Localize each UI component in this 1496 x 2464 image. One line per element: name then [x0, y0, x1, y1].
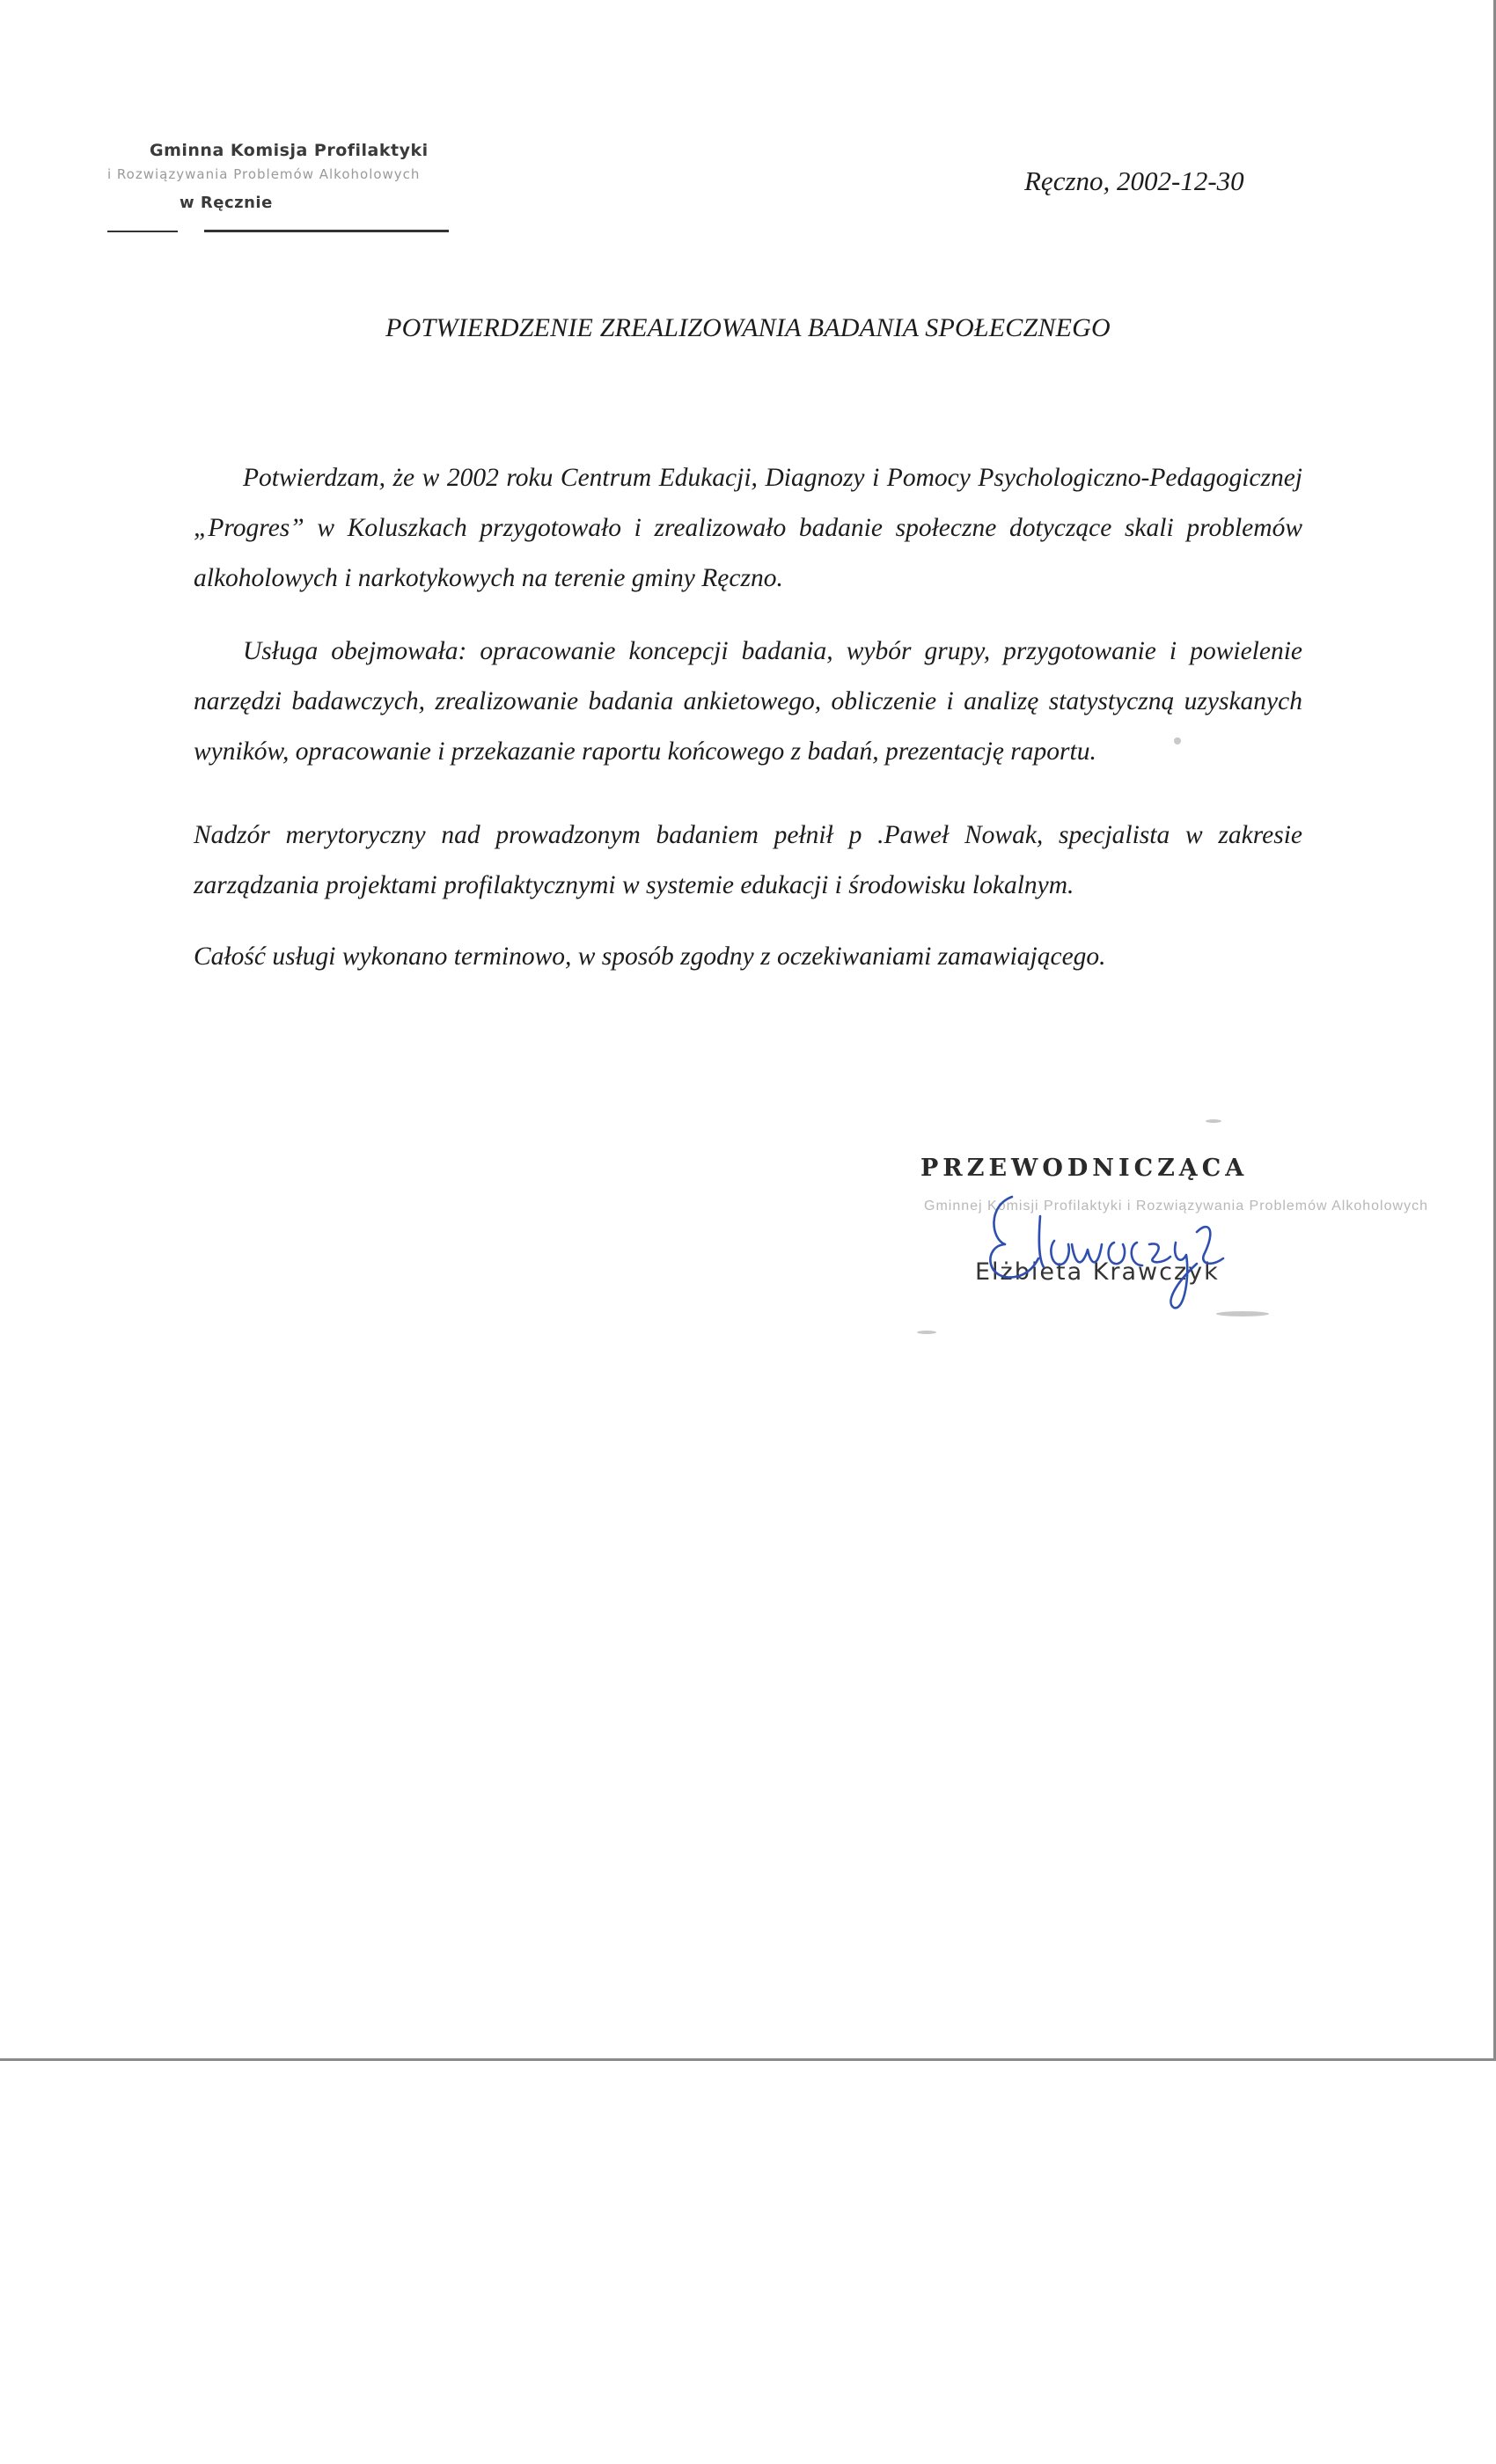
scan-speck	[917, 1331, 936, 1334]
document-date: Ręczno, 2002-12-30	[1024, 165, 1244, 196]
stamp-underline-left	[107, 231, 178, 232]
document-body	[194, 453, 1302, 982]
paragraph-supervision: Nadzór merytoryczny nad prowadzonym badaniem pełnił p .Paweł Nowak, specjalista w zakresie zarządzania projektami profilaktycznymi w systemie edukacji i środowisku lokalnym.	[194, 821, 1302, 899]
stamp-line-2: i Rozwiązywania Problemów Alkoholowych	[107, 166, 421, 182]
stamp-underline-right	[204, 230, 449, 232]
handwritten-signature	[906, 1135, 1311, 1364]
scan-speck	[1216, 1311, 1269, 1316]
signature-stamp-faint-text: Gminnej Komisji Profilaktyki i Rozwiązywania Problemów Alkoholowych	[924, 1199, 1428, 1214]
document-title: POTWIERDZENIE ZREALIZOWANIA BADANIA SPOŁECZNEGO	[385, 313, 1111, 342]
paragraph-completion: Całość usługi wykonano terminowo, w sposób zgodny z oczekiwaniami zamawiającego.	[194, 942, 1106, 971]
scan-speck	[1174, 737, 1181, 744]
signature-block	[906, 1135, 1428, 1364]
paragraph-confirmation: Potwierdzam, że w 2002 roku Centrum Edukacji, Diagnozy i Pomocy Psychologiczno-Pedagogicznej „Progres” w Koluszkach przygotowało i zrealizowało badanie społeczne dotyczące skali problemów alkoholowych i narkotykowych na terenie gminy Ręczno.	[194, 464, 1302, 592]
stamp-line-3: w Ręcznie	[180, 194, 273, 212]
scan-speck	[1206, 1119, 1221, 1123]
paragraph-scope: Usługa obejmowała: opracowanie koncepcji badania, wybór grupy, przygotowanie i powielenie narzędzi badawczych, zrealizowanie badania ankietowego, obliczenie i analizę statystyczną uzyskanych wyników, opracowanie i przekazanie raportu końcowego z badań, prezentację raportu.	[194, 637, 1302, 766]
scan-blank-area	[0, 2061, 1496, 2464]
signatory-name: Elżbieta Krawczyk	[975, 1258, 1220, 1286]
institution-stamp	[107, 139, 451, 243]
stamp-line-1: Gminna Komisja Profilaktyki	[150, 141, 429, 160]
signatory-role: PRZEWODNICZĄCA	[920, 1155, 1249, 1182]
